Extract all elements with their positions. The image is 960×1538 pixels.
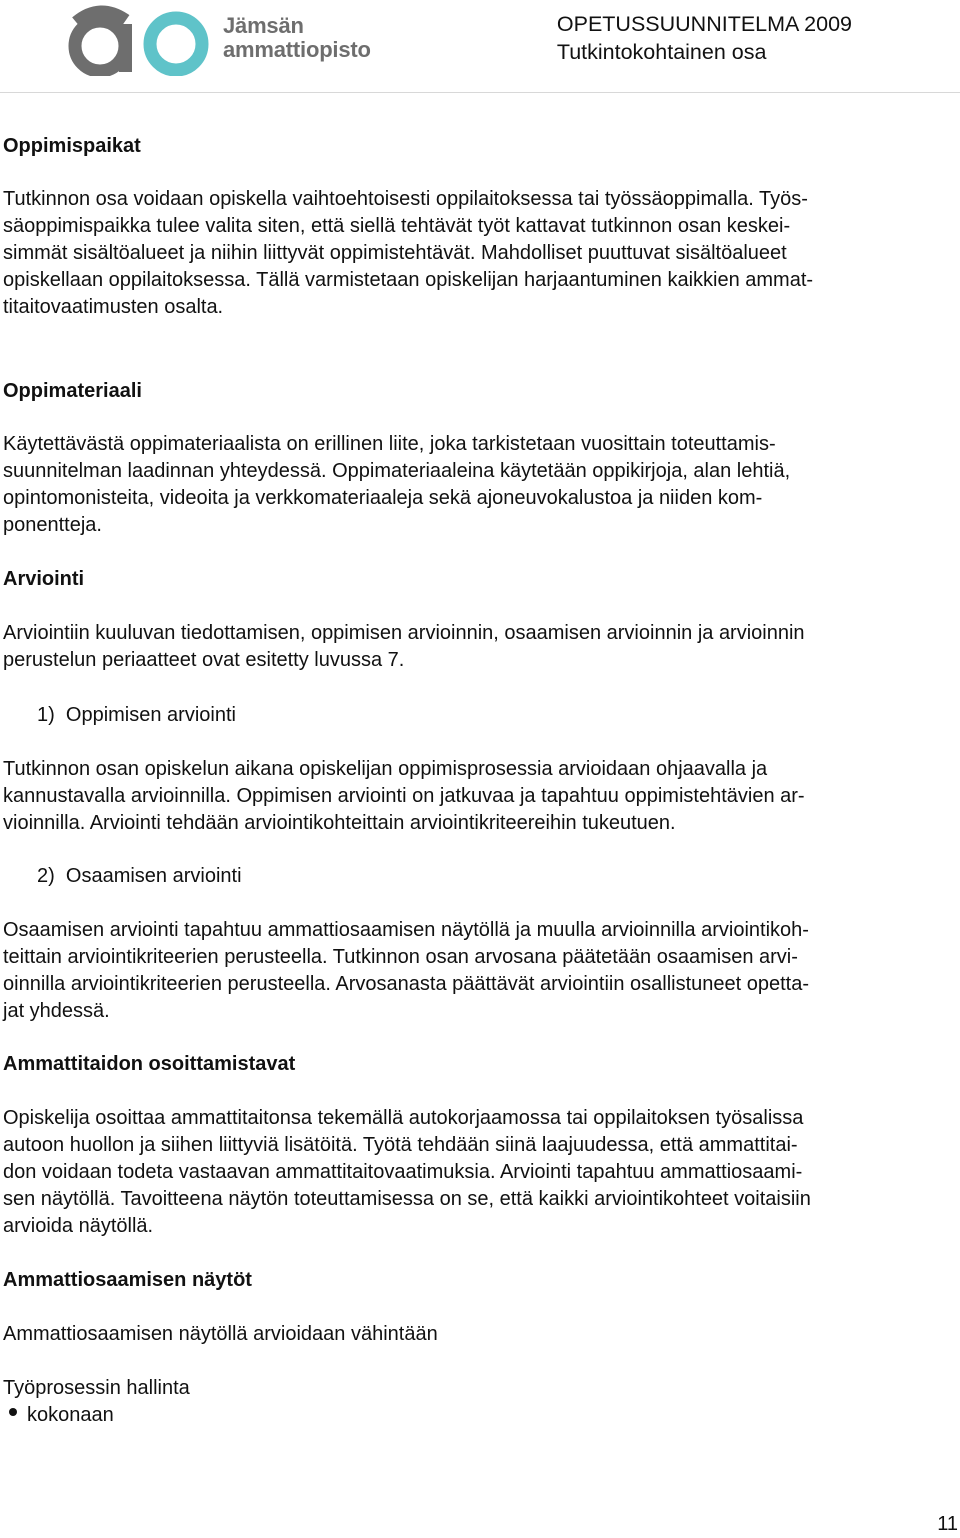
heading-oppimispaikat: Oppimispaikat [3,135,141,157]
text-line: Arviointiin kuuluvan tiedottamisen, oppimisen arvioinnin, osaamisen arvioinnin ja arvioinnin [3,622,805,644]
bullet-icon [3,1404,19,1420]
naytot-intro: Ammattiosaamisen näytöllä arvioidaan vähintään [3,1323,438,1345]
document-header [557,10,852,66]
logo-text-line-2: ammattiopisto [223,37,371,62]
paragraph-osaamisen-arviointi [3,917,809,1025]
paragraph-oppimateriaali [3,431,790,539]
text-line: ponentteja. [3,514,102,536]
text-line: autoon huollon ja siihen liittyviä lisätöitä. Työtä tehdään siinä laajuudessa, että ammattitai- [3,1134,798,1156]
heading-ammattitaidon-osoittamistavat: Ammattitaidon osoittamistavat [3,1053,296,1075]
text-line: sen näytöllä. Tavoitteena näytön toteuttamisessa on se, että kaikki arviointikohteet voitaisiin [3,1188,811,1210]
text-line: opiskellaan oppilaitoksessa. Tällä varmistetaan opiskelijan harjaantuminen kaikkien ammat- [3,269,814,291]
text-line: säoppimispaikka tulee valita siten, että siellä tehtävät työt kattavat tutkinnon osan keskei- [3,215,791,237]
paragraph-oppimisen-arviointi [3,756,805,837]
text-line: kannustavalla arvioinnilla. Oppimisen arviointi on jatkuvaa ja tapahtuu oppimistehtävien ar- [3,785,805,807]
logo-letter-a [75,11,132,72]
section-oppimispaikat [3,133,141,160]
text-line: Käytettävästä oppimateriaalista on erillinen liite, joka tarkistetaan vuosittain toteuttamis- [3,433,776,455]
text-line: jat yhdessä. [3,1000,110,1022]
naytot-item-title: Työprosessin hallinta [3,1377,190,1399]
text-line: arvioida näytöllä. [3,1215,154,1237]
text-line: suunnitelman laadinnan yhteydessä. Oppimateriaaleina käytetään oppikirjoja, alan lehtiä, [3,460,791,482]
paragraph-arviointi [3,620,805,674]
subheading-osaamisen-arviointi: 2) Osaamisen arviointi [37,865,242,887]
text-line: Tutkinnon osa voidaan opiskella vaihtoehtoisesti oppilaitoksessa tai työssäoppimalla. Työs- [3,188,808,210]
text-line: Opiskelija osoittaa ammattitaitonsa tekemällä autokorjaamossa tai oppilaitoksen työsalissa [3,1107,804,1129]
header-divider [0,92,960,93]
subheading-oppimisen-arviointi: 1) Oppimisen arviointi [37,704,236,726]
logo-letter-o [150,18,202,70]
heading-arviointi: Arviointi [3,568,85,590]
text-line: Osaamisen arviointi tapahtuu ammattiosaamisen näytöllä ja muulla arvioinnilla arviointikoh- [3,919,809,941]
page-number: 11 [937,1513,958,1535]
text-line: simmät sisältöalueet ja niihin liittyvät oppimistehtävät. Mahdolliset puuttuvat sisältöalueet [3,242,787,264]
text-line: Tutkinnon osan opiskelun aikana opiskelijan oppimisprosessia arvioidaan ohjaavalla ja [3,758,768,780]
text-line: vioinnilla. Arviointi tehdään arviointikohteittain arviointikriteereihin tukeutuen. [3,812,676,834]
heading-oppimateriaali: Oppimateriaali [3,380,142,402]
logo-text-line-1: Jämsän [223,13,304,38]
text-line: opintomonisteita, videoita ja verkkomateriaaleja sekä ajoneuvokalustoa ja niiden kom- [3,487,763,509]
bullet-list-item [3,1402,114,1429]
logo-wordmark [223,14,371,62]
text-line: don voidaan todeta vastaavan ammattitaitovaatimuksia. Arviointi tapahtuu ammattiosaami- [3,1161,803,1183]
bullet-text: kokonaan [27,1404,114,1426]
header-subtitle: Tutkintokohtainen osa [556,40,767,64]
header-title: OPETUSSUUNNITELMA 2009 [556,12,852,36]
paragraph-ammattitaidon-osoittamistavat [3,1105,811,1240]
text-line: perustelun periaatteet ovat esitetty luvussa 7. [3,649,405,671]
text-line: oinnilla arviointikriteerien perusteella. Arvosanasta päättävät arviointiin osallistuneet opetta- [3,973,810,995]
text-line: teittain arviointikriteerien perusteella. Tutkinnon osan arvosana päätetään osaamisen arvi- [3,946,798,968]
text-line: titaitovaatimusten osalta. [3,296,224,318]
heading-ammattiosaamisen-naytot: Ammattiosaamisen näytöt [3,1269,252,1291]
paragraph-oppimispaikat [3,186,813,321]
